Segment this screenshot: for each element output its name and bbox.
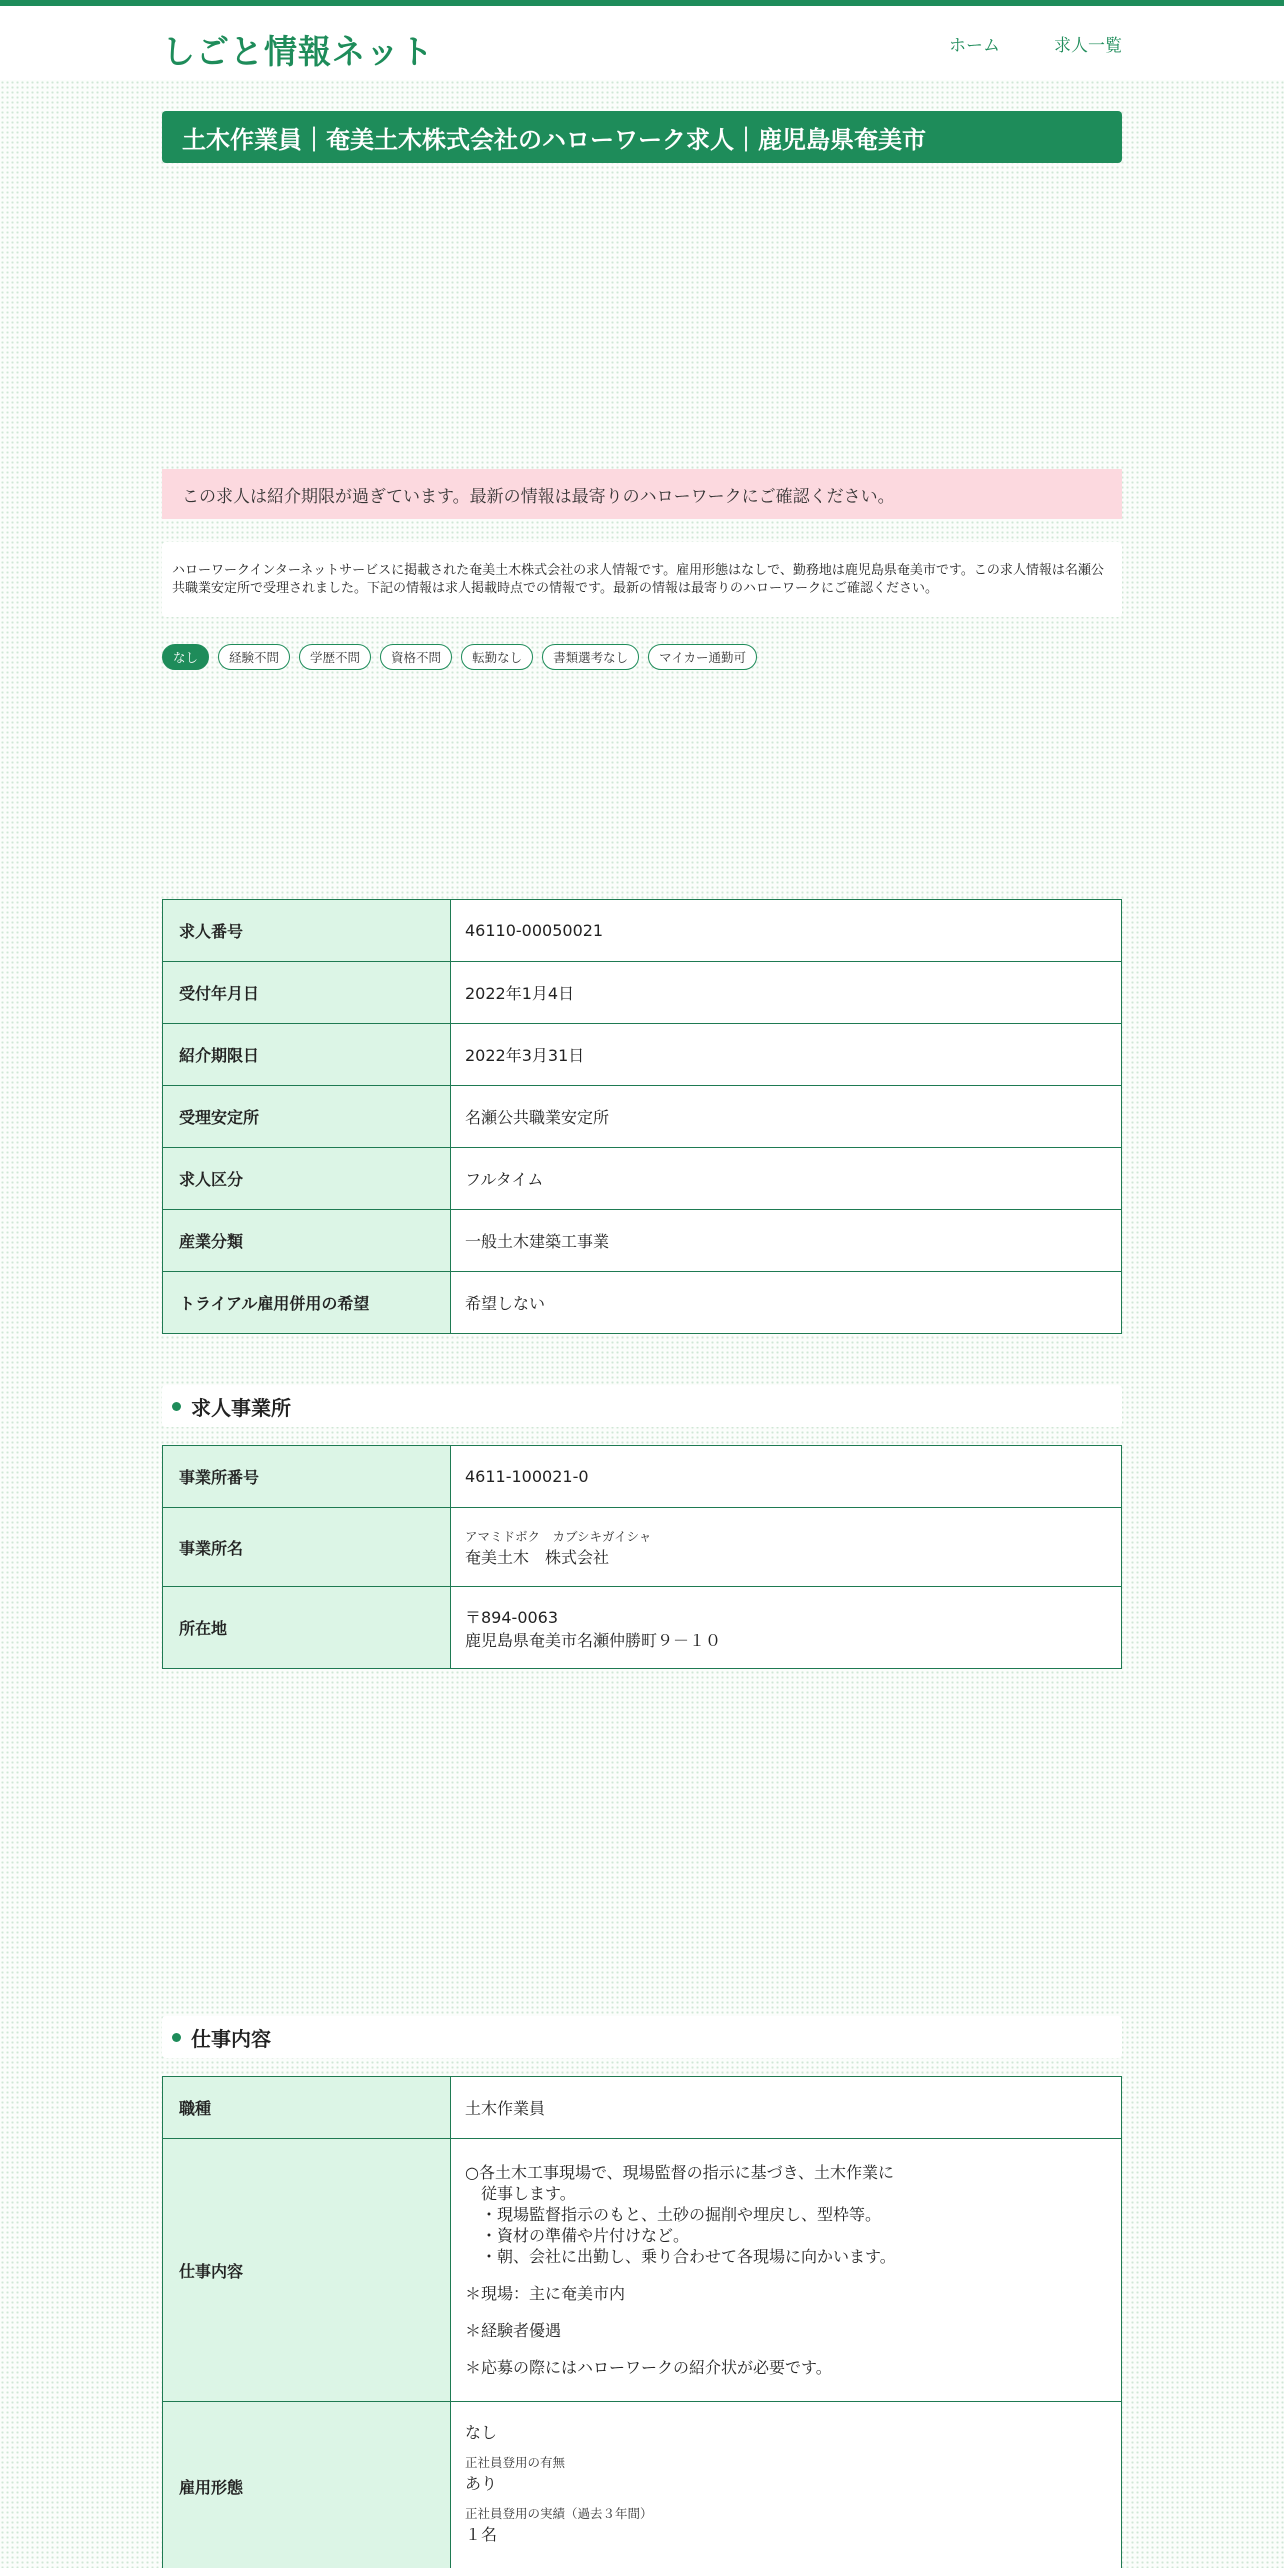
- row-value: 2022年1月4日: [451, 962, 1122, 1024]
- row-value: 46110-00050021: [451, 900, 1122, 962]
- job-title: 土木作業員: [451, 2077, 1122, 2139]
- page-title: 土木作業員｜奄美土木株式会社のハローワーク求人｜鹿児島県奄美市: [162, 111, 1122, 163]
- tag-education: 学歴不問: [299, 644, 371, 670]
- table-row: [163, 1210, 1122, 1272]
- table-row: [163, 1272, 1122, 1334]
- table-row: [163, 1024, 1122, 1086]
- table-row: [163, 1086, 1122, 1148]
- nav-home-link[interactable]: ホーム: [949, 35, 1000, 56]
- office-name-cell: [451, 1508, 1122, 1587]
- nav-jobs-link[interactable]: 求人一覧: [1054, 35, 1122, 56]
- site-header: [0, 6, 1284, 80]
- work-section: [162, 2016, 1122, 2568]
- row-label: 求人番号: [163, 900, 451, 962]
- row-label: 職種: [163, 2077, 451, 2139]
- office-number: 4611-100021-0: [451, 1446, 1122, 1508]
- work-heading-text: 仕事内容: [191, 2026, 271, 2051]
- office-heading-text: 求人事業所: [191, 1395, 291, 1420]
- tag-license: 資格不問: [380, 644, 452, 670]
- office-section-heading: [162, 1385, 1122, 1427]
- office-postal: 〒894-0063: [465, 1607, 559, 1627]
- tag-screening: 書類選考なし: [542, 644, 639, 670]
- basic-info-section: [162, 899, 1122, 1334]
- job-content-note: ＊応募の際にはハローワークの紹介状が必要です。: [465, 2358, 832, 2377]
- expired-notice: この求人は紹介期限が過ぎています。最新の情報は最寄りのハローワークにご確認ください。: [162, 469, 1122, 519]
- table-row: [163, 1446, 1122, 1508]
- feature-tags: [162, 644, 1122, 670]
- table-row: [163, 2402, 1122, 2568]
- bullet-dot-icon: [172, 2033, 181, 2042]
- row-label: 事業所名: [163, 1508, 451, 1587]
- main-nav: [949, 6, 1122, 80]
- tag-experience: 経験不問: [218, 644, 290, 670]
- office-address: 鹿児島県奄美市名瀬仲勝町９－１０: [465, 1630, 722, 1650]
- table-row: [163, 962, 1122, 1024]
- office-name: 奄美土木 株式会社: [465, 1547, 610, 1567]
- row-label: 事業所番号: [163, 1446, 451, 1508]
- table-row: [163, 900, 1122, 962]
- table-row: [163, 2077, 1122, 2139]
- tag-employment: なし: [162, 644, 209, 670]
- row-label: 受付年月日: [163, 962, 451, 1024]
- row-value: 2022年3月31日: [451, 1024, 1122, 1086]
- work-table: [162, 2076, 1122, 2568]
- record-label: 正社員登用の実績（過去３年間）: [465, 2506, 653, 2521]
- tag-car-commute: マイカー通勤可: [648, 644, 757, 670]
- table-row: [163, 1587, 1122, 1669]
- row-label: 紹介期限日: [163, 1024, 451, 1086]
- intro-text: ハローワークインターネットサービスに掲載された奄美土木株式会社の求人情報です。雇用形態はなしで、勤務地は鹿児島県奄美市です。この求人情報は名瀬公共職業安定所で受理されました。下記の情報は求人掲載時点での情報です。最新の情報は最寄りのハローワークにご確認ください。: [162, 542, 1122, 617]
- table-row: [163, 1508, 1122, 1587]
- record-value: １名: [465, 2525, 498, 2544]
- regular-value: あり: [465, 2474, 498, 2493]
- basic-info-table: [162, 899, 1122, 1334]
- regular-label: 正社員登用の有無: [465, 2455, 566, 2470]
- employment-cell: [451, 2402, 1122, 2568]
- row-value: 希望しない: [451, 1272, 1122, 1334]
- office-address-cell: [451, 1587, 1122, 1669]
- office-table: [162, 1445, 1122, 1669]
- row-value: フルタイム: [451, 1148, 1122, 1210]
- job-content-cell: [451, 2139, 1122, 2402]
- table-row: [163, 2139, 1122, 2402]
- row-label: 所在地: [163, 1587, 451, 1669]
- row-label: 仕事内容: [163, 2139, 451, 2402]
- table-row: [163, 1148, 1122, 1210]
- job-content-site: ＊現場：主に奄美市内: [465, 2284, 626, 2303]
- office-section: [162, 1385, 1122, 1669]
- work-section-heading: [162, 2016, 1122, 2058]
- row-label: 雇用形態: [163, 2402, 451, 2568]
- row-label: 求人区分: [163, 1148, 451, 1210]
- row-label: 産業分類: [163, 1210, 451, 1272]
- row-value: 名瀬公共職業安定所: [451, 1086, 1122, 1148]
- job-content-main: ○各土木工事現場で、現場監督の指示に基づき、土木作業に 従事します。 ・現場監督指示のもと、土砂の掘削や埋戻し、型枠等。 ・資材の準備や片付けなど。 ・朝、会社に出勤し、乗り合わせて各現場に向かいます。: [465, 2163, 896, 2266]
- tag-transfer: 転勤なし: [461, 644, 533, 670]
- office-name-kana: アマミドボク カブシキガイシャ: [465, 1528, 652, 1544]
- site-logo-title[interactable]: しごと情報ネット: [162, 32, 434, 71]
- employment-type: なし: [465, 2423, 498, 2442]
- row-label: 受理安定所: [163, 1086, 451, 1148]
- row-value: 一般土木建築工事業: [451, 1210, 1122, 1272]
- row-label: トライアル雇用併用の希望: [163, 1272, 451, 1334]
- bullet-dot-icon: [172, 1402, 181, 1411]
- job-content-experience: ＊経験者優遇: [465, 2321, 562, 2340]
